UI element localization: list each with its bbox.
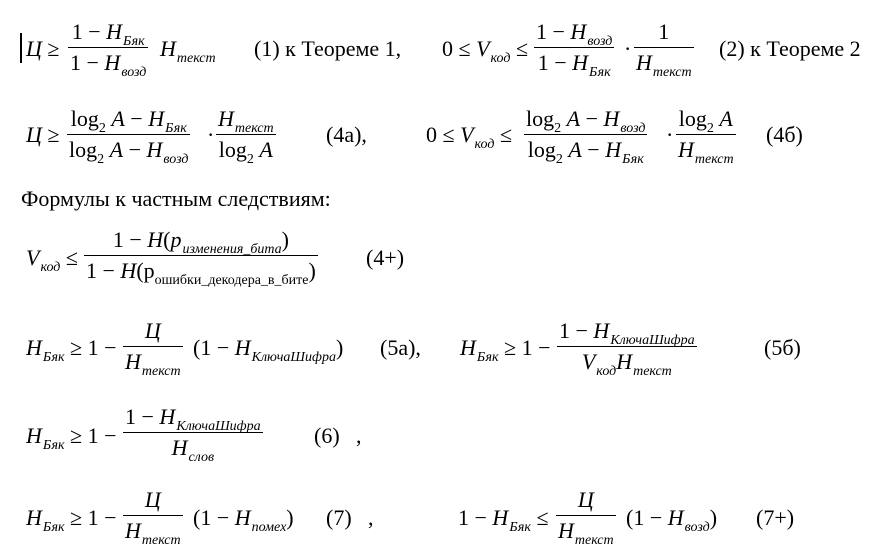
fraction-eq1: $1 - H_{Бяк}$ $1 - H_{возд}$ bbox=[70, 19, 147, 80]
fraction-eq4plus: $1 - H(p_{изменения\_бита})$ $1 - H(р_{ошибки\_декодера\_в\_бите})$ bbox=[86, 227, 316, 288]
fraction-eq4a-second: $H_{текст}$ $\log_2 A$ bbox=[218, 106, 274, 167]
fraction-eq2: $1 - H_{возд}$ $1 - H_{Бяк}$ bbox=[536, 19, 613, 80]
h-byak-7: $H_{Бяк} \ge 1$ − bbox=[26, 505, 117, 535]
label-eq4b: (4б) bbox=[766, 122, 803, 147]
fraction-eq4b: $\log_2 A - H_{возд}$ $\log_2 A - H_{Бяк}$ bbox=[526, 106, 646, 167]
dot-operator-4b: · bbox=[666, 122, 674, 147]
fraction-eq6: $1 - H_{КлючаШифра}$ $H_{слов}$ bbox=[125, 404, 261, 465]
one-minus-h-byak-7plus: $1 - H_{Бяк}$ ≤ bbox=[458, 505, 549, 535]
text-cursor bbox=[20, 33, 22, 63]
inequality-v-kod: $0 \le V_{код}$ ≤ bbox=[442, 36, 529, 66]
comma-eq6: , bbox=[356, 423, 362, 448]
factor-7: $(1 - H_{помех})$ bbox=[193, 505, 294, 535]
fraction-eq7: Ц $H_{текст}$ bbox=[125, 487, 181, 548]
section-heading: Формулы к частным следствиям: bbox=[21, 186, 331, 211]
symbol-c-4a: Ц ≥ bbox=[26, 122, 60, 147]
factor-h-tekst: $H_{текст}$ bbox=[160, 36, 216, 66]
factor-5a: $(1 - H_{КлючаШифра})$ bbox=[193, 335, 344, 365]
label-eq7: (7) bbox=[326, 505, 352, 530]
dot-operator-4a: · bbox=[207, 122, 215, 147]
symbol-c: Ц ≥ bbox=[26, 36, 60, 61]
label-eq4plus: (4+) bbox=[366, 245, 405, 270]
comma-eq7: , bbox=[368, 505, 374, 530]
label-eq4a: (4а), bbox=[326, 122, 367, 147]
inequality-v-kod-4b: $0 \le V_{код}$ ≤ bbox=[426, 122, 513, 152]
fraction-eq4a: $\log_2 A - H_{Бяк}$ $\log_2 A - H_{возд}$ bbox=[69, 106, 189, 167]
label-eq1: (1) к Теореме 1, bbox=[254, 36, 402, 61]
fraction-eq7plus: Ц $H_{текст}$ bbox=[558, 487, 614, 548]
h-byak-6: $H_{Бяк} \ge 1$ − bbox=[26, 423, 117, 453]
factor-7plus: $(1 - H_{возд})$ bbox=[626, 505, 718, 535]
h-byak-5b: $H_{Бяк} \ge 1$ − bbox=[460, 335, 551, 365]
fraction-eq2-second: 1 $H_{текст}$ bbox=[636, 19, 692, 80]
fraction-eq5b: $1 - H_{КлючаШифра}$ $V_{код}H_{текст}$ bbox=[559, 318, 695, 379]
fraction-eq4b-second: $\log_2 A$ $H_{текст}$ bbox=[678, 106, 734, 167]
label-eq7plus: (7+) bbox=[756, 505, 795, 530]
label-eq6: (6) bbox=[314, 423, 340, 448]
dot-operator: · bbox=[624, 36, 632, 61]
label-eq2: (2) к Теореме 2 bbox=[719, 36, 861, 61]
fraction-eq5a: Ц $H_{текст}$ bbox=[125, 318, 181, 379]
label-eq5a: (5а), bbox=[380, 335, 421, 360]
label-eq5b: (5б) bbox=[764, 335, 801, 360]
h-byak-5a: $H_{Бяк} \ge 1$ − bbox=[26, 335, 117, 365]
v-kod-4plus: $V_{код}$ ≤ bbox=[26, 245, 78, 275]
